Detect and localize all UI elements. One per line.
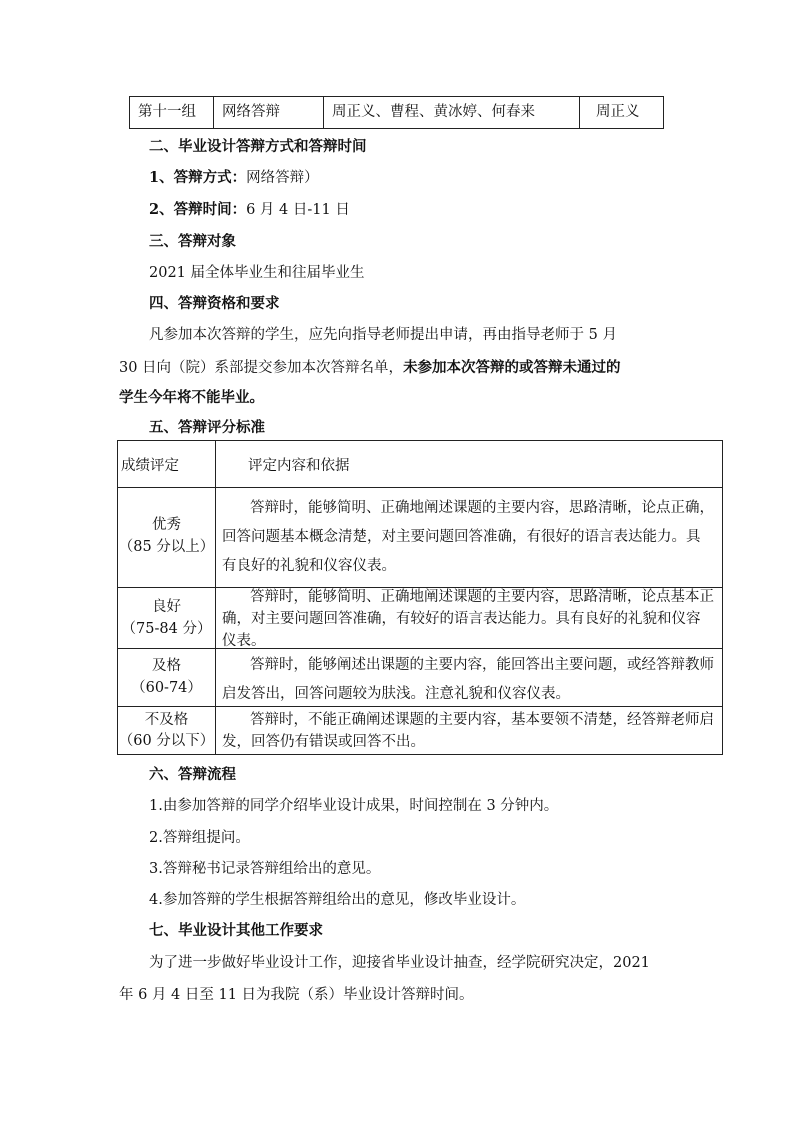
grade-description: 答辩时，能够阐述出课题的主要内容，能回答出主要问题，或经答辩教师启发答出，回答问题较为肤浅。注意礼貌和仪容仪表。 bbox=[222, 657, 714, 702]
header-grade: 成绩评定 bbox=[121, 458, 179, 474]
header-content: 评定内容和依据 bbox=[248, 458, 350, 474]
grade-name: 优秀 bbox=[152, 517, 181, 533]
defense-method-line bbox=[149, 166, 319, 187]
grade-name: 良好 bbox=[152, 599, 181, 615]
section-5-heading: 五、答辩评分标准 bbox=[149, 419, 265, 436]
group-name-cell: 第十一组 bbox=[130, 97, 214, 128]
grade-description: 答辩时，能够简明、正确地阐述课题的主要内容，思路清晰，论点基本正确，对主要问题回答准确，有较好的语言表达能力。具有良好的礼貌和仪容仪表。 bbox=[222, 589, 714, 649]
defense-time-value: 6 月 4 日-11 日 bbox=[246, 202, 350, 218]
grade-description: 答辩时，能够简明、正确地阐述课题的主要内容，思路清晰，论点正确，回答问题基本概念清楚，对主要问题回答准确，有很好的语言表达能力。具有良好的礼貌和仪容仪表。 bbox=[222, 500, 714, 574]
section-4-line-2 bbox=[119, 356, 621, 377]
grade-name: 及格 bbox=[152, 658, 181, 674]
section-7-heading: 七、毕业设计其他工作要求 bbox=[149, 922, 323, 939]
section-4-line-2-normal: 30 日向（院）系部提交参加本次答辩名单， bbox=[119, 360, 404, 376]
leader-cell: 周正义 bbox=[596, 104, 640, 120]
grade-description: 答辩时，不能正确阐述课题的主要内容，基本要领不清楚，经答辩老师启发，回答仍有错误或回答不出。 bbox=[222, 712, 714, 750]
process-step-1: 1.由参加答辩的同学介绍毕业设计成果，时间控制在 3 分钟内。 bbox=[149, 798, 559, 814]
table-row bbox=[118, 488, 722, 588]
section-2-heading: 二、毕业设计答辩方式和答辩时间 bbox=[149, 138, 367, 155]
section-3-text: 2021 届全体毕业生和往届毕业生 bbox=[149, 265, 365, 281]
grading-table-header bbox=[118, 441, 722, 488]
section-7-line-1: 为了进一步做好毕业设计工作，迎接省毕业设计抽查，经学院研究决定，2021 bbox=[149, 955, 650, 971]
members-cell: 周正义、曹程、黄冰婷、何春来 bbox=[324, 97, 580, 128]
grade-name: 不及格 bbox=[144, 712, 189, 728]
defense-method-value: 网络答辩） bbox=[246, 170, 319, 186]
grade-range: （60-74） bbox=[131, 680, 202, 696]
table-row bbox=[118, 649, 722, 707]
section-3-heading: 三、答辩对象 bbox=[149, 233, 236, 250]
section-4-line-2-bold: 未参加本次答辩的或答辩未通过的 bbox=[403, 359, 621, 376]
section-4-line-3: 学生今年将不能毕业。 bbox=[119, 389, 264, 406]
group-table bbox=[129, 96, 664, 129]
table-row bbox=[118, 588, 722, 649]
defense-time-label: 2、答辩时间： bbox=[149, 201, 247, 218]
grading-table bbox=[117, 440, 723, 755]
defense-time-line bbox=[149, 198, 350, 219]
grade-range: （85 分以上） bbox=[118, 539, 215, 555]
table-row bbox=[118, 707, 722, 754]
section-6-heading: 六、答辩流程 bbox=[149, 766, 236, 783]
defense-mode-cell: 网络答辩 bbox=[214, 97, 324, 128]
process-step-2: 2.答辩组提问。 bbox=[149, 830, 250, 846]
defense-method-label: 1、答辩方式： bbox=[149, 169, 247, 186]
section-7-line-2: 年 6 月 4 日至 11 日为我院（系）毕业设计答辩时间。 bbox=[119, 987, 474, 1003]
process-step-3: 3.答辩秘书记录答辩组给出的意见。 bbox=[149, 861, 381, 877]
section-4-line-1: 凡参加本次答辩的学生，应先向指导老师提出申请，再由指导老师于 5 月 bbox=[149, 327, 617, 343]
process-step-4: 4.参加答辩的学生根据答辩组给出的意见，修改毕业设计。 bbox=[149, 892, 526, 908]
grade-range: （75-84 分） bbox=[121, 621, 212, 637]
grade-range: （60 分以下） bbox=[118, 733, 215, 749]
section-4-heading: 四、答辩资格和要求 bbox=[149, 295, 280, 312]
